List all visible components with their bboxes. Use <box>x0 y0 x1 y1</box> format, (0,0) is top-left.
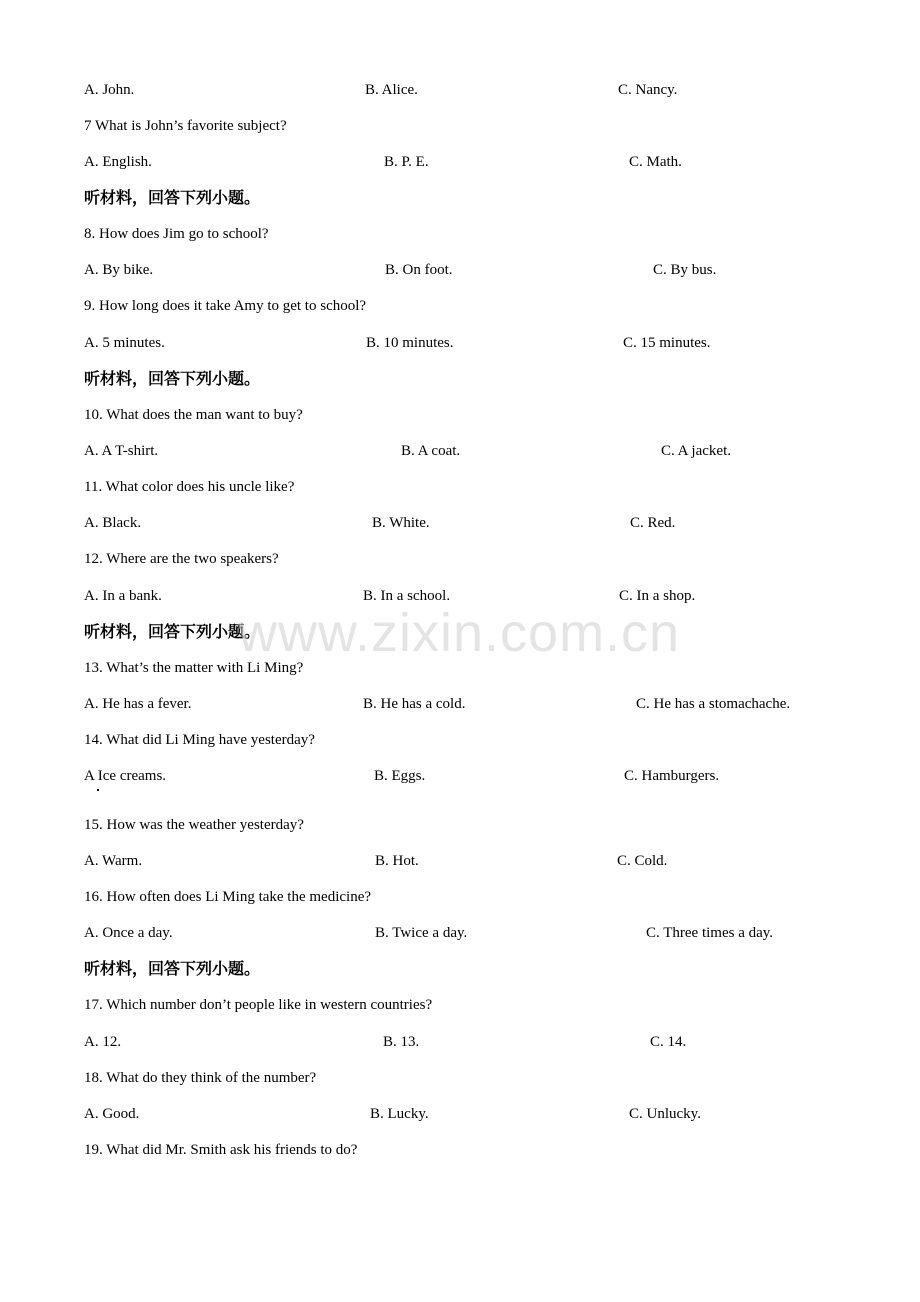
question-label: 13. What’s the matter with Li Ming? <box>84 660 304 676</box>
watermark-text: www.zixin.com.cn <box>238 603 681 663</box>
answer-options-row <box>0 80 920 104</box>
option-c: C. Nancy. <box>618 82 678 98</box>
option-b: B. 10 minutes. <box>366 335 454 351</box>
option-c: C. Unlucky. <box>629 1106 701 1122</box>
answer-options-row <box>0 260 920 284</box>
option-b: B. Alice. <box>365 82 418 98</box>
answer-options-row <box>0 923 920 947</box>
option-b: B. White. <box>372 515 430 531</box>
option-a: A. 12. <box>84 1034 122 1050</box>
option-c: C. Red. <box>630 515 676 531</box>
section-heading <box>0 369 920 393</box>
option-c: C. 14. <box>650 1034 687 1050</box>
answer-options-row <box>0 851 920 875</box>
answer-options-row <box>0 441 920 465</box>
option-c: C. By bus. <box>653 262 717 278</box>
option-a: A. John. <box>84 82 135 98</box>
option-c: C. 15 minutes. <box>623 335 711 351</box>
option-a: A. In a bank. <box>84 588 162 604</box>
section-heading <box>0 188 920 212</box>
question-text <box>0 549 920 573</box>
question-label: 15. How was the weather yesterday? <box>84 817 304 833</box>
option-a: A. Good. <box>84 1106 140 1122</box>
answer-options-row <box>0 766 920 790</box>
option-b: B. On foot. <box>385 262 453 278</box>
option-b: B. Eggs. <box>374 768 426 784</box>
answer-options-row <box>0 513 920 537</box>
section-heading-label: 听材料，回答下列小题。 <box>84 188 261 207</box>
option-c: C. Three times a day. <box>646 925 774 941</box>
option-c: C. Cold. <box>617 853 668 869</box>
question-label: 10. What does the man want to buy? <box>84 407 303 423</box>
question-text <box>0 1068 920 1092</box>
stray-dot-mark <box>97 789 99 791</box>
question-text <box>0 730 920 754</box>
option-b: B. A coat. <box>401 443 461 459</box>
question-text <box>0 1140 920 1164</box>
question-text <box>0 995 920 1019</box>
option-b: B. Lucky. <box>370 1106 429 1122</box>
question-label: 16. How often does Li Ming take the medicine? <box>84 889 372 905</box>
question-text <box>0 887 920 911</box>
option-b: B. 13. <box>383 1034 420 1050</box>
answer-options-row <box>0 152 920 176</box>
answer-options-row <box>0 1032 920 1056</box>
question-label: 9. How long does it take Amy to get to school? <box>84 298 367 314</box>
option-a: A Ice creams. <box>84 768 167 784</box>
option-b: B. In a school. <box>363 588 451 604</box>
option-a: A. He has a fever. <box>84 696 192 712</box>
question-label: 8. How does Jim go to school? <box>84 226 269 242</box>
option-a: A. 5 minutes. <box>84 335 165 351</box>
answer-options-row <box>0 1104 920 1128</box>
option-a: A. Warm. <box>84 853 143 869</box>
option-a: A. Once a day. <box>84 925 173 941</box>
option-b: B. Twice a day. <box>375 925 468 941</box>
option-b: B. P. E. <box>384 154 429 170</box>
option-c: C. Hamburgers. <box>624 768 720 784</box>
question-label: 12. Where are the two speakers? <box>84 551 279 567</box>
option-c: C. Math. <box>629 154 682 170</box>
question-label: 18. What do they think of the number? <box>84 1070 317 1086</box>
question-text <box>0 477 920 501</box>
option-a: A. Black. <box>84 515 142 531</box>
question-text <box>0 224 920 248</box>
question-label: 11. What color does his uncle like? <box>84 479 295 495</box>
option-a: A. English. <box>84 154 152 170</box>
section-heading-label: 听材料，回答下列小题。 <box>84 369 261 388</box>
option-b: B. Hot. <box>375 853 419 869</box>
question-label: 17. Which number don’t people like in western countries? <box>84 997 433 1013</box>
question-label: 7 What is John’s favorite subject? <box>84 118 287 134</box>
option-a: A. By bike. <box>84 262 154 278</box>
option-b: B. He has a cold. <box>363 696 466 712</box>
option-c: C. A jacket. <box>661 443 731 459</box>
question-text <box>0 296 920 320</box>
section-heading-label: 听材料，回答下列小题。 <box>84 959 261 978</box>
section-heading <box>0 959 920 983</box>
answer-options-row <box>0 694 920 718</box>
question-text <box>0 405 920 429</box>
option-c: C. He has a stomachache. <box>636 696 791 712</box>
question-label: 19. What did Mr. Smith ask his friends to do? <box>84 1142 358 1158</box>
option-c: C. In a shop. <box>619 588 696 604</box>
option-a: A. A T-shirt. <box>84 443 159 459</box>
answer-options-row <box>0 333 920 357</box>
section-heading-label: 听材料，回答下列小题。 <box>84 622 261 641</box>
question-text <box>0 815 920 839</box>
question-text <box>0 116 920 140</box>
question-label: 14. What did Li Ming have yesterday? <box>84 732 315 748</box>
